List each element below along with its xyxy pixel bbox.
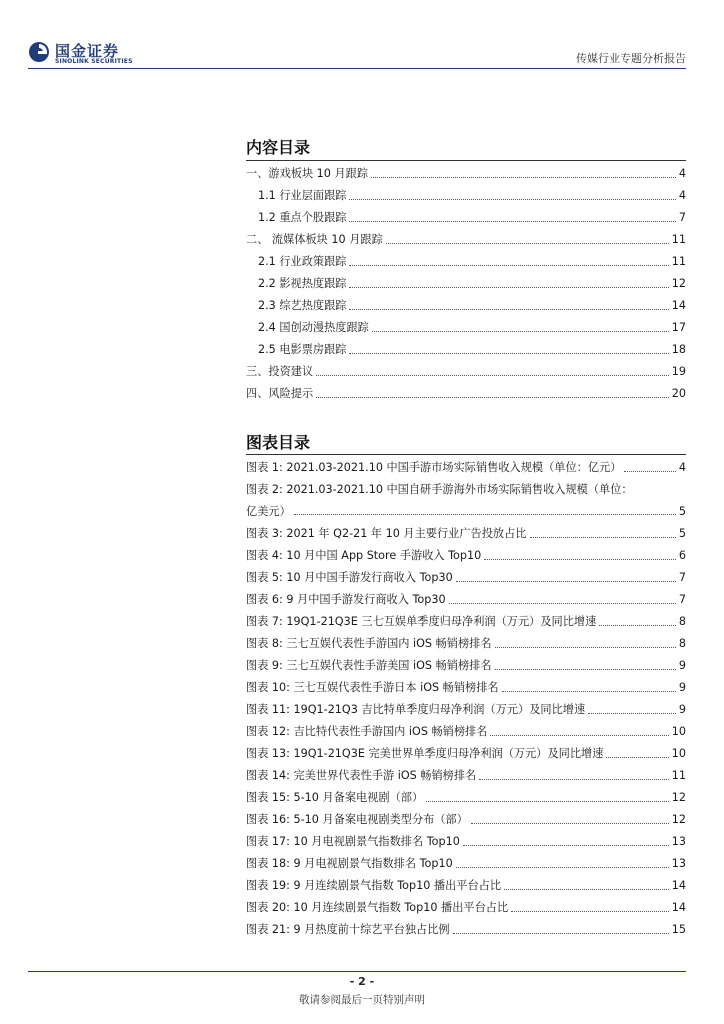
toc-entry-page: 17	[671, 321, 686, 334]
figure-entry-page: 13	[671, 857, 686, 870]
dot-leader	[316, 397, 669, 398]
dot-leader	[463, 845, 669, 846]
header-divider	[28, 68, 686, 69]
toc-entry-label: 四、风险提示	[246, 387, 314, 400]
toc-entry[interactable]	[246, 336, 686, 358]
dot-leader	[372, 331, 669, 332]
logo-chinese-name: 国金证券	[55, 42, 120, 60]
toc-entry-label: 2.3 综艺热度跟踪	[258, 299, 347, 312]
toc-entry-page: 4	[678, 167, 686, 180]
figure-entry-page: 5	[678, 527, 686, 540]
figure-entry[interactable]	[246, 894, 686, 916]
figure-entry-label: 图表 4: 10 月中国 App Store 手游收入 Top10	[246, 549, 482, 562]
dot-leader	[495, 647, 676, 648]
dot-leader	[456, 867, 669, 868]
figure-entry-page: 11	[671, 769, 686, 782]
toc-entry-label: 2.2 影视热度跟踪	[258, 277, 347, 290]
figure-entry[interactable]	[246, 564, 686, 586]
toc-entry[interactable]	[246, 182, 686, 204]
figure-entry[interactable]	[246, 454, 686, 476]
figure-entry-page: 7	[678, 571, 686, 584]
company-logo	[28, 41, 138, 67]
figure-entry[interactable]	[246, 674, 686, 696]
contents-list	[246, 160, 686, 402]
figure-entry-page: 7	[678, 593, 686, 606]
figure-entry[interactable]	[246, 542, 686, 564]
figure-entry[interactable]	[246, 652, 686, 674]
figure-entry[interactable]	[246, 762, 686, 784]
dot-leader	[511, 911, 669, 912]
toc-entry-page: 4	[678, 189, 686, 202]
figure-entry-label: 图表 11: 19Q1-21Q3 吉比特单季度归母净利润（万元）及同比增速	[246, 703, 586, 716]
figure-entry-page: 9	[678, 703, 686, 716]
toc-entry[interactable]	[246, 380, 686, 402]
figure-entry-page: 13	[671, 835, 686, 848]
toc-entry-label: 1.2 重点个股跟踪	[258, 211, 347, 224]
figure-entry[interactable]	[246, 520, 686, 542]
toc-entry-label: 1.1 行业层面跟踪	[258, 189, 347, 202]
figure-entry-page: 8	[678, 637, 686, 650]
dot-leader	[530, 537, 676, 538]
figure-entry-label: 图表 8: 三七互娱代表性手游国内 iOS 畅销榜排名	[246, 637, 492, 650]
page-header	[0, 0, 724, 75]
dot-leader	[606, 757, 668, 758]
figure-entry-label: 图表 16: 5-10 月备案电视剧类型分布（部）	[246, 813, 468, 826]
figure-entry-page: 10	[671, 725, 686, 738]
toc-entry-label: 2.4 国创动漫热度跟踪	[258, 321, 369, 334]
toc-entry[interactable]	[246, 160, 686, 182]
figure-entry-label: 图表 1: 2021.03-2021.10 中国手游市场实际销售收入规模（单位：亿元）	[246, 461, 622, 474]
dot-leader	[426, 801, 669, 802]
figure-entry-label: 图表 21: 9 月热度前十综艺平台独占比例	[246, 923, 450, 936]
toc-entry[interactable]	[246, 270, 686, 292]
disclaimer-text: 敬请参阅最后一页特别声明	[299, 994, 425, 1006]
figure-entry-label-continued: 亿美元）	[246, 505, 291, 518]
footer-divider	[28, 971, 686, 972]
toc-entry-label: 三、投资建议	[246, 365, 314, 378]
figure-entry[interactable]	[246, 718, 686, 740]
figure-entry-page: 8	[678, 615, 686, 628]
figure-entry-label: 图表 7: 19Q1-21Q3E 三七互娱单季度归母净利润（万元）及同比增速	[246, 615, 597, 628]
dot-leader	[316, 375, 669, 376]
dot-leader	[599, 625, 676, 626]
dot-leader	[386, 243, 669, 244]
toc-entry-label: 2.1 行业政策跟踪	[258, 255, 347, 268]
dot-leader	[471, 823, 669, 824]
figure-entry[interactable]	[246, 872, 686, 894]
figure-entry[interactable]	[246, 696, 686, 718]
dot-leader	[456, 581, 676, 582]
figure-entry-page: 14	[671, 879, 686, 892]
figure-entry-label: 图表 10: 三七互娱代表性手游日本 iOS 畅销榜排名	[246, 681, 499, 694]
toc-entry-page: 20	[671, 387, 686, 400]
figure-entry[interactable]	[246, 806, 686, 828]
toc-entry[interactable]	[246, 204, 686, 226]
figure-entry-label: 图表 2: 2021.03-2021.10 中国自研手游海外市场实际销售收入规模（单位：	[246, 483, 633, 496]
toc-entry-page: 18	[671, 343, 686, 356]
figure-entry[interactable]	[246, 916, 686, 938]
dot-leader	[504, 889, 669, 890]
toc-entry-page: 11	[671, 255, 686, 268]
toc-entry-page: 7	[678, 211, 686, 224]
dot-leader	[479, 779, 669, 780]
figures-title: 图表目录	[246, 433, 311, 452]
dot-leader	[490, 735, 668, 736]
dot-leader	[588, 713, 676, 714]
dot-leader	[294, 514, 676, 515]
figure-entry[interactable]	[246, 608, 686, 630]
toc-entry-label: 二、 流媒体板块 10 月跟踪	[246, 233, 383, 246]
logo-english-name: SINOLINK SECURITIES	[55, 58, 133, 65]
figure-entry-page: 12	[671, 813, 686, 826]
toc-entry-label: 一、游戏板块 10 月跟踪	[246, 167, 369, 180]
figure-entry-page: 15	[671, 923, 686, 936]
figure-entry[interactable]	[246, 630, 686, 652]
figure-entry-label: 图表 19: 9 月连续剧景气指数 Top10 播出平台占比	[246, 879, 502, 892]
toc-entry[interactable]	[246, 314, 686, 336]
dot-leader	[484, 559, 676, 560]
figure-entry[interactable]	[246, 586, 686, 608]
dot-leader	[495, 669, 676, 670]
figure-entry[interactable]	[246, 740, 686, 762]
toc-entry-page: 11	[671, 233, 686, 246]
figure-entry-label: 图表 20: 10 月连续剧景气指数 Top10 播出平台占比	[246, 901, 509, 914]
dot-leader	[349, 287, 668, 288]
toc-entry-page: 12	[671, 277, 686, 290]
toc-entry[interactable]	[246, 248, 686, 270]
dot-leader	[371, 177, 676, 178]
figures-list	[246, 454, 686, 938]
figure-entry-page: 5	[678, 505, 686, 518]
figure-entry-page: 9	[678, 681, 686, 694]
figure-entry-page: 6	[678, 549, 686, 562]
figure-entry-label: 图表 12: 吉比特代表性手游国内 iOS 畅销榜排名	[246, 725, 488, 738]
figure-entry-label: 图表 15: 5-10 月备案电视剧（部）	[246, 791, 424, 804]
toc-entry[interactable]	[246, 226, 686, 248]
toc-entry[interactable]	[246, 358, 686, 380]
dot-leader	[449, 603, 676, 604]
figure-entry-page: 9	[678, 659, 686, 672]
figure-entry-label: 图表 14: 完美世界代表性手游 iOS 畅销榜排名	[246, 769, 477, 782]
figure-entry-page: 10	[671, 747, 686, 760]
figure-entry-label: 图表 3: 2021 年 Q2-21 年 10 月主要行业广告投放占比	[246, 527, 527, 540]
figure-entry-page: 14	[671, 901, 686, 914]
dot-leader	[349, 199, 675, 200]
dot-leader	[349, 309, 668, 310]
figure-entry-label: 图表 17: 10 月电视剧景气指数排名 Top10	[246, 835, 460, 848]
dot-leader	[349, 353, 668, 354]
toc-entry-label: 2.5 电影票房跟踪	[258, 343, 347, 356]
toc-entry-page: 14	[671, 299, 686, 312]
figure-entry-label: 图表 18: 9 月电视剧景气指数排名 Top10	[246, 857, 453, 870]
figure-entry[interactable]	[246, 850, 686, 872]
report-type: 传媒行业专题分析报告	[576, 52, 686, 65]
figure-entry-label: 图表 9: 三七互娱代表性手游美国 iOS 畅销榜排名	[246, 659, 492, 672]
figure-entry-page: 12	[671, 791, 686, 804]
figure-entry-label: 图表 5: 10 月中国手游发行商收入 Top30	[246, 571, 453, 584]
dot-leader	[502, 691, 676, 692]
toc-entry-page: 19	[671, 365, 686, 378]
dot-leader	[349, 221, 675, 222]
figure-entry-label: 图表 6: 9 月中国手游发行商收入 Top30	[246, 593, 446, 606]
figure-entry[interactable]	[246, 828, 686, 850]
toc-entry[interactable]	[246, 292, 686, 314]
page-number: - 2 -	[349, 975, 375, 988]
figure-entry[interactable]	[246, 784, 686, 806]
figure-entry-label: 图表 13: 19Q1-21Q3E 完美世界单季度归母净利润（万元）及同比增速	[246, 747, 604, 760]
figure-entry[interactable]	[246, 476, 686, 520]
dot-leader	[349, 265, 668, 266]
sinolink-logo-icon	[28, 41, 50, 63]
figure-entry-page: 4	[678, 461, 686, 474]
contents-title: 内容目录	[246, 138, 311, 157]
dot-leader	[453, 933, 669, 934]
dot-leader	[624, 471, 675, 472]
